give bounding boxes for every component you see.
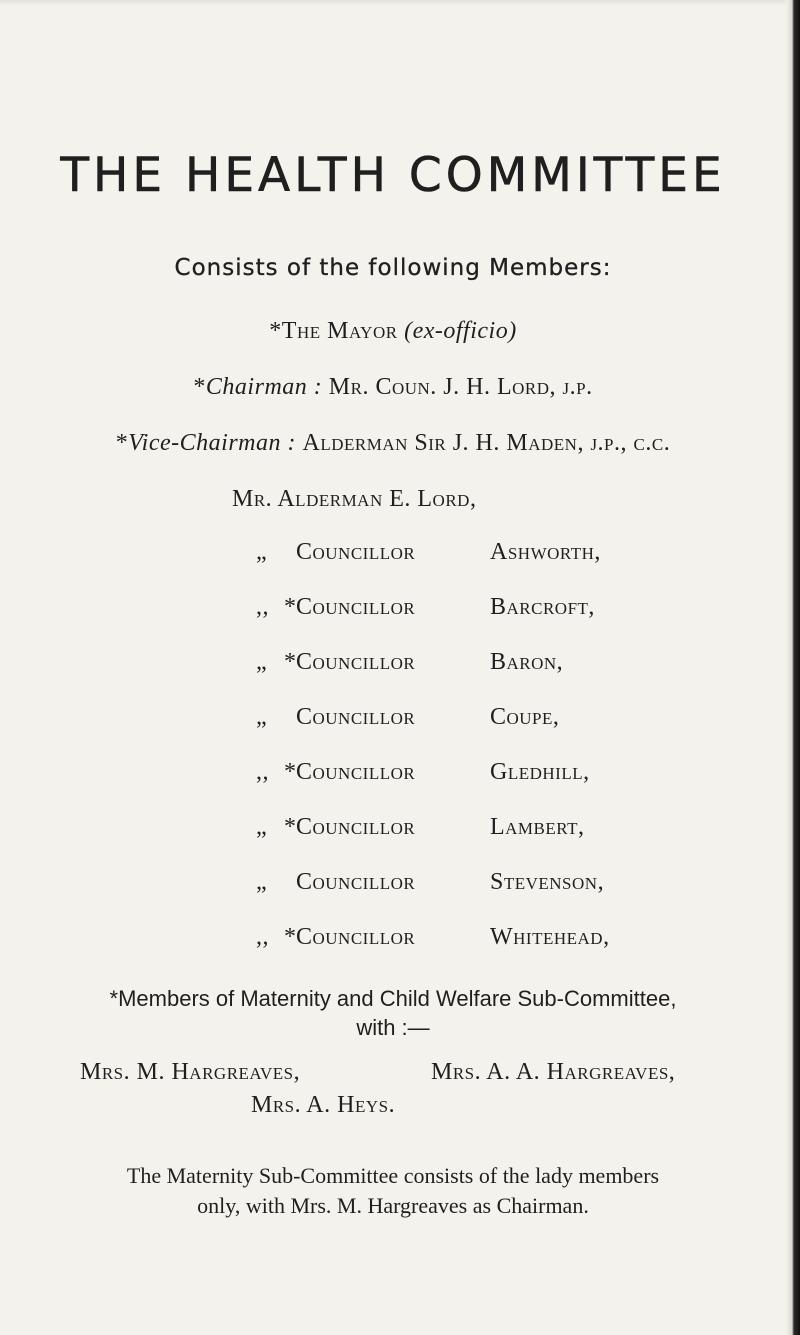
alderman-line bbox=[232, 486, 476, 513]
page-top-shade bbox=[0, 0, 786, 6]
member-star: * bbox=[284, 814, 297, 840]
member-role: Councillor bbox=[296, 594, 416, 620]
member-role: Councillor bbox=[296, 539, 416, 565]
member-row bbox=[256, 594, 595, 621]
member-star: * bbox=[284, 759, 297, 785]
member-star: * bbox=[284, 649, 297, 675]
member-name: Coupe, bbox=[490, 704, 560, 730]
chairman-name: Mr. Coun. J. H. Lord, j.p. bbox=[328, 374, 593, 400]
ditto-mark: „ bbox=[256, 649, 268, 675]
member-role: Councillor bbox=[296, 759, 416, 785]
chairman-star: * bbox=[193, 374, 206, 400]
chairman-line bbox=[0, 374, 786, 401]
ditto-mark: „ bbox=[256, 814, 268, 840]
member-row bbox=[256, 869, 604, 896]
mayor-line bbox=[0, 318, 786, 345]
alderman-name: Mr. Alderman E. Lord, bbox=[232, 486, 477, 512]
co-opted-member: Mrs. A. Heys. bbox=[251, 1092, 396, 1118]
footnote-line-2: only, with Mrs. M. Hargreaves as Chairman. bbox=[197, 1193, 589, 1218]
subcommittee-with: with :— bbox=[356, 1015, 430, 1040]
ditto-mark: „ bbox=[256, 539, 268, 565]
page-title: THE HEALTH COMMITTEE bbox=[60, 148, 726, 203]
member-name: Whitehead, bbox=[490, 924, 610, 950]
mayor-note: (ex-officio) bbox=[404, 318, 517, 344]
member-role: Councillor bbox=[296, 649, 416, 675]
member-row bbox=[256, 814, 584, 841]
member-row bbox=[256, 759, 590, 786]
chairman-label: Chairman : bbox=[205, 374, 323, 400]
member-star: * bbox=[284, 924, 297, 950]
mayor-star: * bbox=[269, 318, 282, 344]
member-star: * bbox=[284, 594, 297, 620]
vice-chairman-line bbox=[0, 430, 786, 457]
member-name: Ashworth, bbox=[490, 539, 601, 565]
member-role: Councillor bbox=[296, 924, 416, 950]
member-row bbox=[256, 704, 559, 731]
member-name: Barcroft, bbox=[490, 594, 595, 620]
member-role: Councillor bbox=[296, 869, 416, 895]
ditto-mark: „ bbox=[256, 704, 268, 730]
mayor-label: The Mayor bbox=[281, 318, 398, 344]
ditto-mark: „ bbox=[256, 869, 268, 895]
member-row bbox=[256, 539, 601, 566]
vice-chairman-label: Vice-Chairman : bbox=[128, 430, 296, 456]
co-opted-member: Mrs. A. A. Hargreaves, bbox=[431, 1059, 676, 1085]
member-row bbox=[256, 924, 610, 951]
member-name: Lambert, bbox=[490, 814, 585, 840]
ditto-mark: ,, bbox=[256, 924, 269, 950]
ditto-mark: ,, bbox=[256, 759, 269, 785]
member-row bbox=[256, 649, 563, 676]
member-name: Gledhill, bbox=[490, 759, 590, 785]
member-role: Councillor bbox=[296, 814, 416, 840]
member-name: Stevenson, bbox=[490, 869, 605, 895]
ditto-mark: ,, bbox=[256, 594, 269, 620]
co-opted-member: Mrs. M. Hargreaves, bbox=[80, 1059, 301, 1085]
member-name: Baron, bbox=[490, 649, 564, 675]
footnote-line-1: The Maternity Sub-Committee consists of the lady members bbox=[126, 1163, 660, 1188]
page-edge bbox=[786, 0, 800, 1335]
page-subtitle: Consists of the following Members: bbox=[174, 255, 612, 281]
vice-chairman-star: * bbox=[115, 430, 129, 456]
subcommittee-heading: *Members of Maternity and Child Welfare Sub-Committee, bbox=[109, 986, 677, 1011]
vice-chairman-name: Alderman Sir J. H. Maden, j.p., c.c. bbox=[302, 430, 671, 456]
member-role: Councillor bbox=[296, 704, 416, 730]
